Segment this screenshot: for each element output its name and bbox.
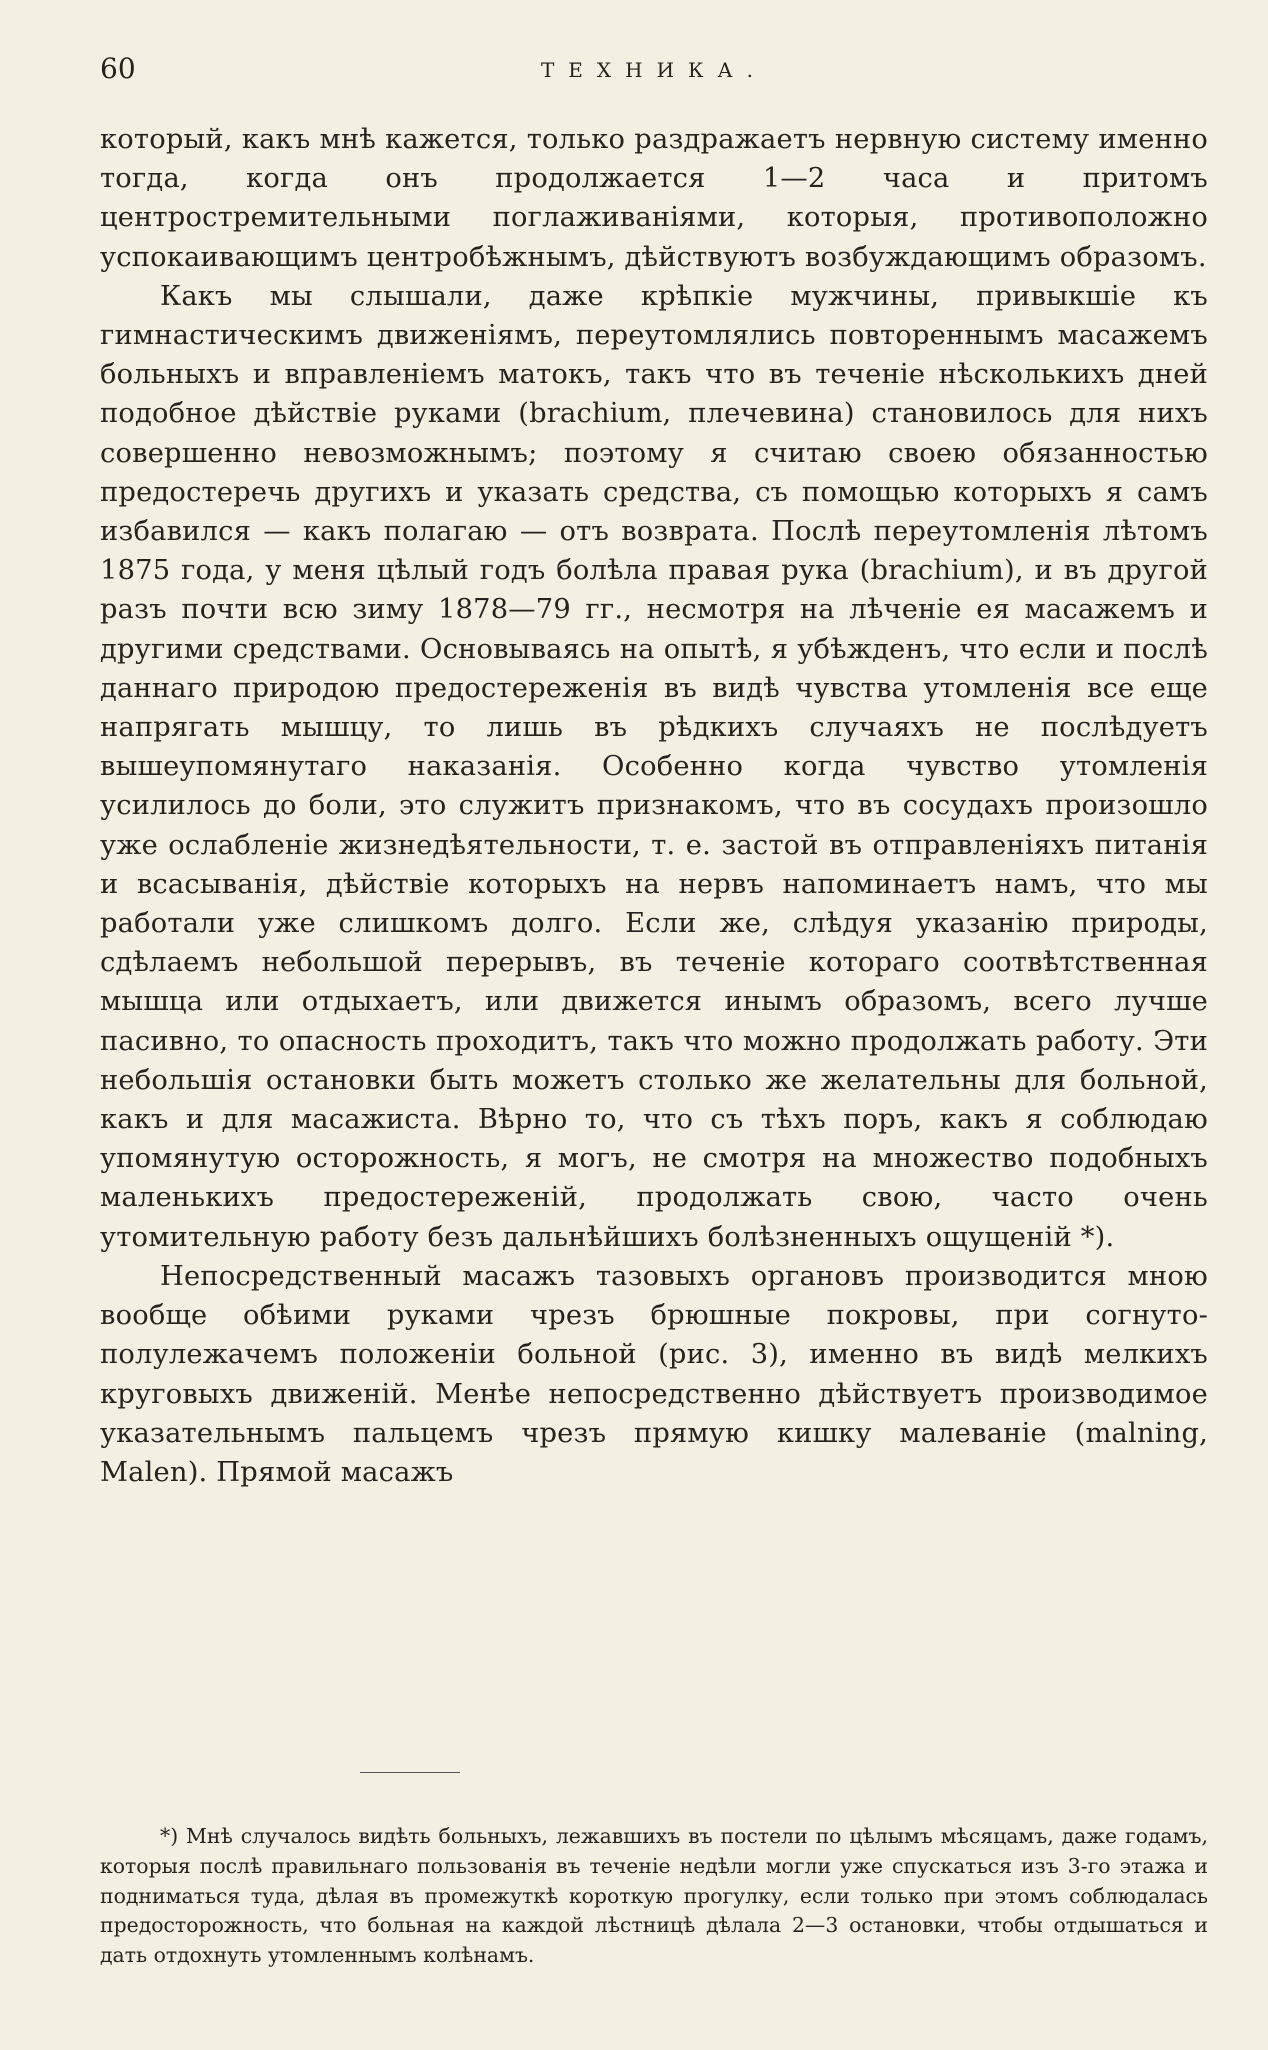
running-title: ТЕХНИКА. xyxy=(540,58,768,82)
body-text xyxy=(100,120,1208,1492)
paragraph-fatigue: Какъ мы слышали, даже крѣпкіе мужчины, привыкшіе къ гимнастическимъ движеніямъ, переутомлялись повтореннымъ масажемъ больныхъ и вправленіемъ матокъ, такъ что въ теченіе нѣсколькихъ дней подобное дѣйствіе руками (brachium, плечевина) становилось для нихъ совершенно невозможнымъ; поэтому я считаю своею обязанностью предостеречь другихъ и указать средства, съ помощью которыхъ я самъ избавился — какъ полагаю — отъ возврата. Послѣ переутомленія лѣтомъ 1875 года, у меня цѣлый годъ болѣла правая рука (brachium), и въ другой разъ почти всю зиму 1878—79 гг., несмотря на лѣченіе ея масажемъ и другими средствами. Основываясь на опытѣ, я убѣжденъ, что если и послѣ даннаго природою предостереженія въ видѣ чувства утомленія все еще напрягать мышцу, то лишь въ рѣдкихъ случаяхъ не послѣдуетъ вышеупомянутаго наказанія. Особенно когда чувство утомленія усилилось до боли, это служитъ признакомъ, что въ сосудахъ произошло уже ослабленіе жизнедѣятельности, т. е. застой въ отправленіяхъ питанія и всасыванія, дѣйствіе которыхъ на нервъ напоминаетъ намъ, что мы работали уже слишкомъ долго. Если же, слѣдуя указанію природы, сдѣлаемъ небольшой перерывъ, въ теченіе котораго соотвѣтственная мышца или отдыхаетъ, или движется инымъ образомъ, всего лучше пасивно, то опасность проходитъ, такъ что можно продолжать работу. Эти небольшія остановки быть можетъ столько же желательны для больной, какъ и для масажиста. Вѣрно то, что съ тѣхъ поръ, какъ я соблюдаю упомянутую осторожность, я могъ, не смотря на множество подобныхъ маленькихъ предостереженій, продолжать свою, часто очень утомительную работу безъ дальнѣйшихъ болѣзненныхъ ощущеній *). xyxy=(100,280,1208,1253)
footnote-divider xyxy=(360,1772,460,1773)
footnote: *) Мнѣ случалось видѣть больныхъ, лежавшихъ въ постели по цѣлымъ мѣсяцамъ, даже годамъ, которыя послѣ правильнаго пользованія въ теченіе недѣли могли уже спускаться изъ 3-го этажа и подниматься туда, дѣлая въ промежуткѣ короткую прогулку, если только при этомъ соблюдалась предосторожность, что больная на каждой лѣстницѣ дѣлала 2—3 остановки, чтобы отдышаться и дать отдохнуть утомленнымъ колѣнамъ. xyxy=(100,1824,1208,1967)
paragraph-continuation: который, какъ мнѣ кажется, только раздражаетъ нервную систему именно тогда, когда онъ продолжается 1—2 часа и притомъ центростремительными поглаживаніями, которыя, противоположно успокаивающимъ центробѣжнымъ, дѣйствуютъ возбуждающимъ образомъ. xyxy=(100,124,1208,273)
page-header xyxy=(100,52,1208,96)
paragraph-massage-method: Непосредственный масажъ тазовыхъ органовъ производится мною вообще обѣими руками чрезъ брюшные покровы, при согнуто-полулежачемъ положеніи больной (рис. 3), именно въ видѣ мелкихъ круговыхъ движеній. Менѣе непосредственно дѣйствуетъ производимое указательнымъ пальцемъ чрезъ прямую кишку малеваніе (malning, Malen). Прямой масажъ xyxy=(100,1260,1208,1488)
page-number: 60 xyxy=(100,52,136,85)
